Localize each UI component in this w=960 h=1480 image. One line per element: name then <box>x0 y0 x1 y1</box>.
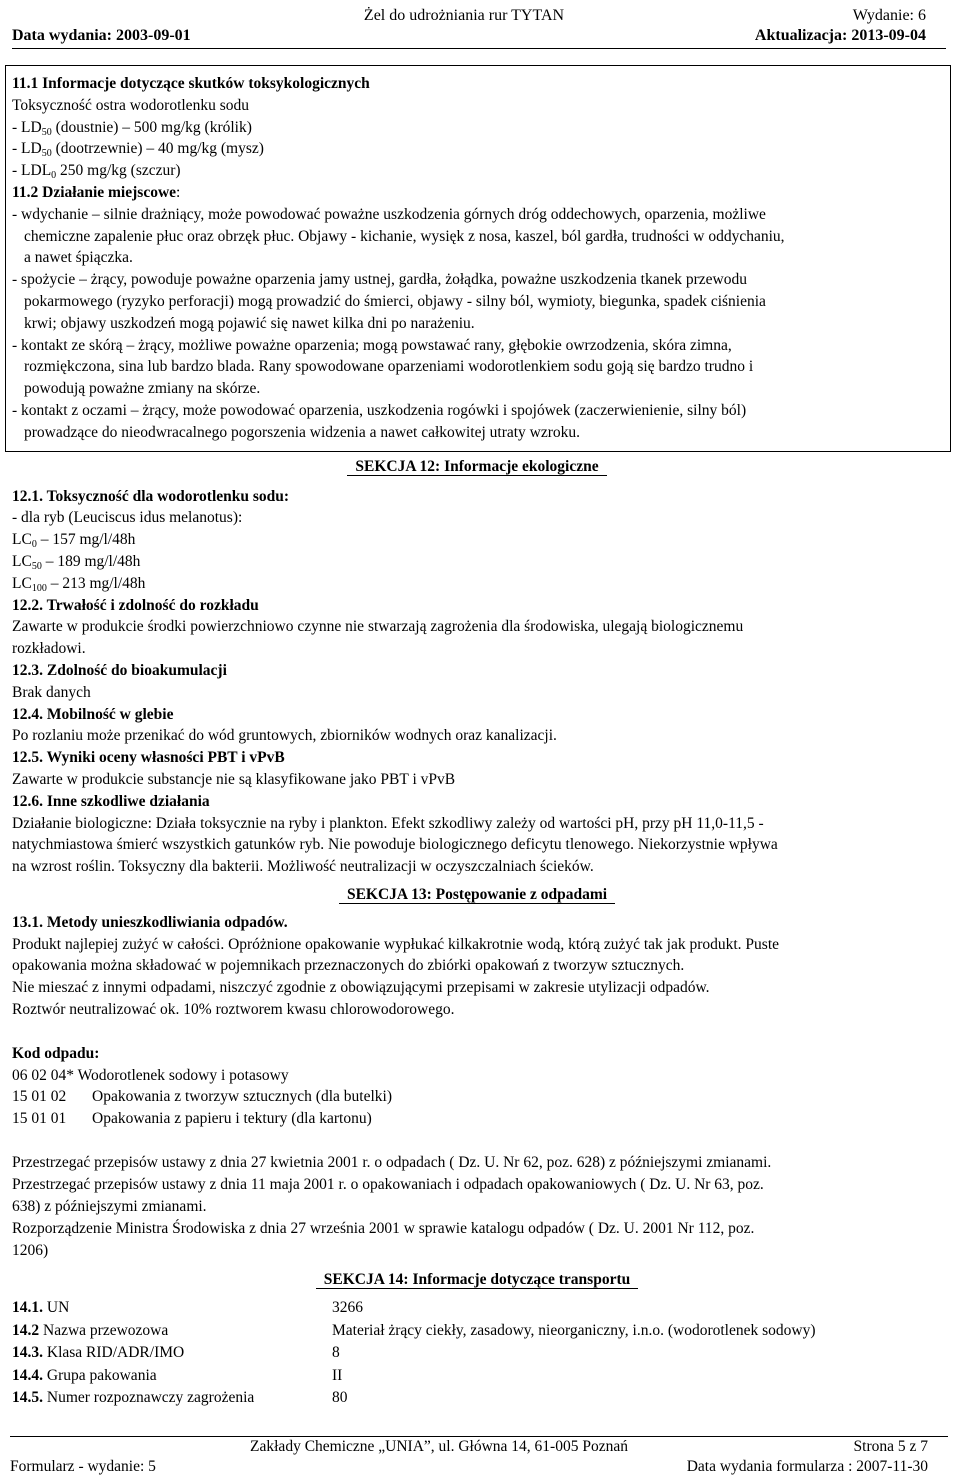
s12-3-title: 12.3. Zdolność do bioakumulacji <box>12 661 227 679</box>
transport-label-hazard: 14.5. Numer rozpoznawczy zagrożenia <box>12 1389 255 1407</box>
s13-p1: Produkt najlepiej zużyć w całości. Opróżnione opakowanie wypłukać kilkakrotnie wodą, którą zużyć tak jak produkt. Puste <box>12 935 780 953</box>
s12-6-text-2: natychmiastowa śmierć wszystkich gatunków ryb. Nie powoduje biologicznego deficytu tlenowego. Niekorzystnie wpływa <box>12 836 778 854</box>
s12-4-text: Po rozlaniu może przenikać do wód gruntowych, zbiorników wodnych oraz kanalizacji. <box>12 727 557 745</box>
waste-code-1: 06 02 04* Wodorotlenek sodowy i potasowy <box>12 1066 289 1084</box>
s11-title: 11.1 Informacje dotyczące skutków toksykologicznych <box>12 75 370 92</box>
law-1: Przestrzegać przepisów ustawy z dnia 27 kwietnia 2001 r. o odpadach ( Dz. U. Nr 62, poz. 628) z późniejszymi zmianami. <box>12 1154 772 1172</box>
s13-1-title: 13.1. Metody unieszkodliwiania odpadów. <box>12 913 288 931</box>
company-address: Zakłady Chemiczne „UNIA”, ul. Główna 14, 61-005 Poznań <box>250 1438 628 1455</box>
document-body <box>12 73 942 1409</box>
transport-label-group: 14.4. Grupa pakowania <box>12 1366 157 1384</box>
acute-toxicity: Toksyczność ostra wodorotlenku sodu <box>12 96 249 114</box>
skin-line-2: rozmiękczona, sina lub bardzo blada. Rany spowodowane oparzeniami wodorotlenkiem sodu goją się bardzo trudno i <box>24 358 754 376</box>
law-2b: 638) z późniejszymi zmianami. <box>12 1198 207 1216</box>
s12-4-title: 12.4. Mobilność w glebie <box>12 705 174 723</box>
transport-value-name: Materiał żrący ciekły, zasadowy, nieorganiczny, i.n.o. (wodorotlenek sodowy) <box>332 1321 816 1339</box>
s12-1-title: 12.1. Toksyczność dla wodorotlenku sodu: <box>12 487 290 505</box>
s12-5-title: 12.5. Wyniki oceny własności PBT i vPvB <box>12 749 285 767</box>
law-3a: Rozporządzenie Ministra Środowiska z dnia 27 września 2001 w sprawie katalogu odpadów ( Dz. U. 2001 Nr 112, poz. <box>12 1219 755 1237</box>
law-2a: Przestrzegać przepisów ustawy z dnia 11 maja 2001 r. o opakowaniach i odpadach opakowaniowych ( Dz. U. Nr 63, poz. <box>12 1176 764 1194</box>
form-edition: Formularz - wydanie: 5 <box>10 1458 156 1475</box>
s13-p2: opakowania można składować w pojemnikach przeznaczonych do zbiórki opakowań z tworzyw sztucznych. <box>12 957 685 975</box>
document-title: Żel do udrożniania rur TYTAN <box>363 7 565 24</box>
s13-p3: Nie mieszać z innymi odpadami, niszczyć zgodnie z obowiązującymi przepisami w zakresie utylizacji odpadów. <box>12 979 710 997</box>
local-effects-title: 11.2 Działanie miejscowe: <box>12 183 181 201</box>
section-14-heading: SEKCJA 14: Informacje dotyczące transportu <box>12 1269 942 1291</box>
lc50: $LC_{50} - 189$ mg/l/48h <box>12 552 141 572</box>
ingestion-line-3: krwi; objawy uszkodzeń mogą pojawić się nawet kilka dni po narażeniu. <box>24 314 475 332</box>
transport-label-un: 14.1. UN <box>12 1299 70 1317</box>
ldl0: - $LDL_0$ 250 mg/kg (szczur) <box>12 162 181 182</box>
s12-5-text: Zawarte w produkcie substancje nie są klasyfikowane jako PBT i vPvB <box>12 770 456 788</box>
s12-3-text: Brak danych <box>12 683 91 701</box>
law-3b: 1206) <box>12 1241 49 1259</box>
update-date: Aktualizacja: 2013-09-04 <box>754 27 926 44</box>
transport-label-name: 14.2 Nazwa przewozowa <box>12 1321 169 1339</box>
form-date: Data wydania formularza : 2007-11-30 <box>686 1458 928 1475</box>
page-footer <box>10 1436 948 1477</box>
page-header <box>12 6 946 49</box>
skin-line-1: - kontakt ze skórą – żrący, możliwe poważne oparzenia; mogą powstawać rany, głębokie owrzodzenia, skóra zimna, <box>12 336 732 354</box>
ingestion-line-2: pokarmowego (ryzyko perforacji) mogą prowadzić do śmierci, objawy - silny ból, wymioty, biegunka, spadek ciśnienia <box>24 292 766 310</box>
s12-6-text-3: na wzrost roślin. Toksyczny dla bakterii. Możliwość neutralizacji w oczyszczalniach ścieków. <box>12 858 594 876</box>
issue-date: Data wydania: 2003-09-01 <box>12 27 191 44</box>
transport-value-un: 3266 <box>332 1299 363 1317</box>
waste-code-2: 15 01 02 Opakowania z tworzyw sztucznych (dla butelki) <box>12 1088 392 1106</box>
ld50-intraperitoneal: - $LD_{50}$ (dootrzewnie) – 40 mg/kg (mysz) <box>12 140 264 160</box>
s12-6-text-1: Działanie biologiczne: Działa toksycznie na ryby i plankton. Efekt szkodliwy zależy od wartości pH, przy pH 11,0-11,5 - <box>12 814 764 832</box>
s12-2-title: 12.2. Trwałość i zdolność do rozkładu <box>12 596 259 614</box>
s12-2-text-1: Zawarte w produkcie środki powierzchniowo czynne nie stwarzają zagrożenia dla środowiska, ulegają biologicznemu <box>12 618 744 636</box>
page-number: Strona 5 z 7 <box>853 1438 928 1455</box>
s13-p4: Roztwór neutralizować ok. 10% roztworem kwasu chlorowodorowego. <box>12 1001 455 1019</box>
transport-value-class: 8 <box>332 1344 340 1362</box>
fish-toxicity: - dla ryb (Leuciscus idus melanotus): <box>12 509 243 527</box>
s12-6-title: 12.6. Inne szkodliwe działania <box>12 792 210 810</box>
inhalation-line-1: - wdychanie – silnie drażniący, może powodować poważne uszkodzenia górnych dróg oddechowych, oparzenia, możliwe <box>12 205 766 223</box>
eye-line-2: prowadzące do nieodwracalnego pogorszenia widzenia a nawet całkowitej utraty wzroku. <box>24 423 581 441</box>
ld50-oral: - $LD_{50}$ (doustnie) – 500 mg/kg (królik) <box>12 118 252 138</box>
transport-label-class: 14.3. Klasa RID/ADR/IMO <box>12 1344 185 1362</box>
section-13-heading: SEKCJA 13: Postępowanie z odpadami <box>12 884 942 906</box>
transport-table <box>12 1297 942 1409</box>
edition: Wydanie: 6 <box>852 7 926 24</box>
inhalation-line-2: chemiczne zapalenie płuc oraz obrzęk płuc. Objawy - kichanie, wysięk z nosa, kaszel, ból gardła, trudności w oddychaniu, <box>24 227 785 245</box>
lc0: $LC_0 - 157$ mg/l/48h <box>12 531 136 551</box>
header-divider <box>12 48 946 49</box>
transport-value-group: II <box>332 1366 343 1384</box>
ingestion-line-1: - spożycie – żrący, powoduje poważne oparzenia jamy ustnej, gardła, żołądka, poważne uszkodzenia tkanek przewodu <box>12 271 747 289</box>
s12-2-text-2: rozkładowi. <box>12 640 86 658</box>
lc100: $LC_{100} - 213$ mg/l/48h <box>12 574 146 594</box>
transport-value-hazard: 80 <box>332 1389 348 1407</box>
skin-line-3: powodują poważne zmiany na skórze. <box>24 380 261 398</box>
eye-line-1: - kontakt z oczami – żrący, może powodować oparzenia, uszkodzenia rogówki i spojówek (zaczerwienienie, silny ból) <box>12 401 747 419</box>
inhalation-line-3: a nawet śpiączka. <box>24 249 133 267</box>
waste-code-title: Kod odpadu: <box>12 1044 100 1062</box>
waste-code-3: 15 01 01 Opakowania z papieru i tektury (dla kartonu) <box>12 1110 372 1128</box>
section-12-heading: SEKCJA 12: Informacje ekologiczne <box>12 456 942 478</box>
